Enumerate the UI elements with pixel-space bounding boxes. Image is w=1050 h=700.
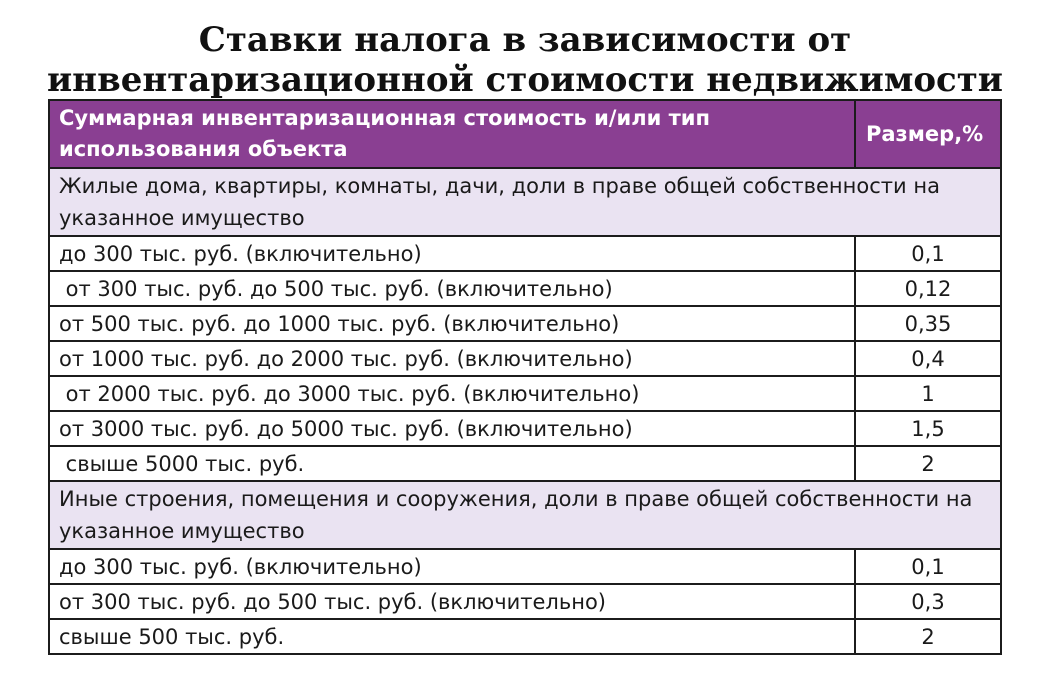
table-row [49, 341, 1001, 376]
header-description: Суммарная инвентаризационная стоимость и/или тип использования объекта [49, 100, 855, 168]
tax-rates-table [48, 99, 1002, 655]
range-cell: от 2000 тыс. руб. до 3000 тыс. руб. (включительно) [49, 376, 855, 411]
table-row [49, 549, 1001, 584]
rate-cell: 2 [855, 446, 1001, 481]
page-title [0, 20, 1050, 100]
table-row [49, 376, 1001, 411]
rate-cell: 0,1 [855, 549, 1001, 584]
section-header-other-buildings [49, 481, 1001, 549]
table-row [49, 271, 1001, 306]
table-row [49, 306, 1001, 341]
range-cell: от 300 тыс. руб. до 500 тыс. руб. (включительно) [49, 271, 855, 306]
range-cell: от 1000 тыс. руб. до 2000 тыс. руб. (включительно) [49, 341, 855, 376]
header-rate: Размер,% [855, 100, 1001, 168]
title-line-1: Ставки налога в зависимости от [198, 20, 852, 60]
section-label: Жилые дома, квартиры, комнаты, дачи, доли в праве общей собственности на указанное имущество [49, 168, 1001, 236]
range-cell: свыше 5000 тыс. руб. [49, 446, 855, 481]
title-line-2: инвентаризационной стоимости недвижимости [46, 60, 1004, 100]
section-label: Иные строения, помещения и сооружения, доли в праве общей собственности на указанное имущество [49, 481, 1001, 549]
table-row [49, 619, 1001, 654]
rate-cell: 0,3 [855, 584, 1001, 619]
range-cell: до 300 тыс. руб. (включительно) [49, 549, 855, 584]
rate-cell: 1,5 [855, 411, 1001, 446]
rate-cell: 0,4 [855, 341, 1001, 376]
rate-cell: 0,1 [855, 236, 1001, 271]
rate-cell: 2 [855, 619, 1001, 654]
table-row [49, 411, 1001, 446]
table-row [49, 236, 1001, 271]
range-cell: до 300 тыс. руб. (включительно) [49, 236, 855, 271]
rate-cell: 1 [855, 376, 1001, 411]
table-header-row [49, 100, 1001, 168]
range-cell: от 500 тыс. руб. до 1000 тыс. руб. (включительно) [49, 306, 855, 341]
table-row [49, 584, 1001, 619]
rate-cell: 0,12 [855, 271, 1001, 306]
range-cell: свыше 500 тыс. руб. [49, 619, 855, 654]
table-row [49, 446, 1001, 481]
range-cell: от 300 тыс. руб. до 500 тыс. руб. (включительно) [49, 584, 855, 619]
range-cell: от 3000 тыс. руб. до 5000 тыс. руб. (включительно) [49, 411, 855, 446]
section-header-residential [49, 168, 1001, 236]
rate-cell: 0,35 [855, 306, 1001, 341]
